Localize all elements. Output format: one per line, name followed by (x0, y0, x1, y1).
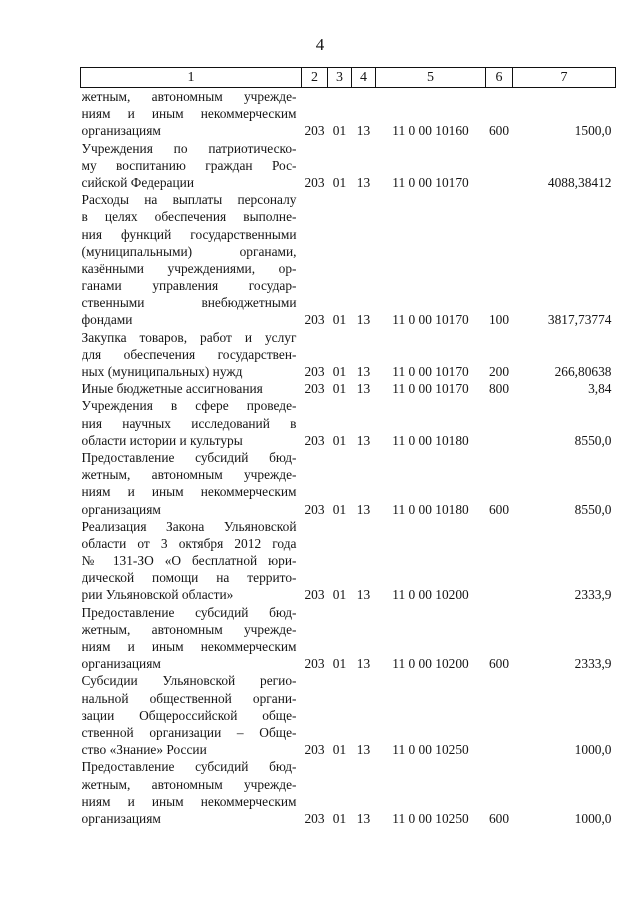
description-line: ственной организации – Обще- (81, 724, 297, 740)
section-code: 01 (332, 656, 347, 672)
subsection-code: 13 (356, 656, 371, 672)
admin-code: 203 (304, 656, 325, 672)
amount: 2333,9 (574, 656, 612, 672)
amount: 4088,38412 (547, 174, 612, 190)
row-description (81, 329, 302, 381)
admin-code: 203 (304, 501, 325, 517)
description-line: ство «Знание» России (81, 742, 207, 758)
description-line: Предоставление субсидий бюд- (81, 604, 297, 620)
table-row (81, 604, 616, 673)
description-line: организациям (81, 810, 161, 826)
row-description (81, 88, 302, 140)
description-line: Учреждения в сфере проведе- (81, 398, 297, 414)
description-line: области истории и культуры (81, 432, 243, 448)
target-article-code: 11 0 00 10160 (392, 123, 469, 139)
admin-code: 203 (304, 742, 325, 758)
section-code: 01 (332, 810, 347, 826)
header-col-3: 3 (328, 68, 352, 88)
target-article-code: 11 0 00 10170 (392, 363, 469, 379)
amount: 8550,0 (574, 501, 612, 517)
row-description (81, 140, 302, 192)
expense-type-code: 600 (488, 656, 510, 672)
amount: 1000,0 (574, 810, 612, 826)
header-col-6: 6 (486, 68, 513, 88)
target-article-code: 11 0 00 10170 (392, 312, 469, 328)
description-line: Субсидии Ульяновской регио- (81, 673, 297, 689)
description-line: му воспитанию граждан Рос- (81, 157, 297, 173)
section-code: 01 (332, 381, 347, 397)
expense-type-code: 600 (488, 501, 510, 517)
row-description (81, 397, 302, 449)
target-article-code: 11 0 00 10250 (392, 810, 469, 826)
table-row (81, 191, 616, 329)
expense-type-code (486, 140, 513, 192)
expense-type-code: 200 (488, 363, 510, 379)
description-line: ниям и иным некоммерческим (81, 484, 297, 500)
subsection-code: 13 (356, 363, 371, 379)
admin-code: 203 (304, 432, 325, 448)
section-code: 01 (332, 363, 347, 379)
header-col-1: 1 (81, 68, 302, 88)
amount: 2333,9 (574, 587, 612, 603)
page-number: 4 (315, 35, 325, 54)
expense-type-code (486, 672, 513, 758)
description-line: нальной общественной органи- (81, 690, 297, 706)
row-description (81, 191, 302, 329)
subsection-code: 13 (356, 312, 371, 328)
section-code: 01 (332, 742, 347, 758)
section-code: 01 (332, 312, 347, 328)
description-line: Учреждения по патриотическо- (81, 140, 297, 156)
amount: 266,80638 (554, 363, 612, 379)
expense-type-code (486, 397, 513, 449)
subsection-code: 13 (356, 123, 371, 139)
description-line: ниям и иным некоммерческим (81, 106, 297, 122)
expense-type-code: 800 (488, 381, 510, 397)
admin-code: 203 (304, 381, 325, 397)
amount: 8550,0 (574, 432, 612, 448)
description-line: рии Ульяновской области» (81, 587, 234, 603)
description-line: (муниципальными) органами, (81, 243, 297, 259)
description-line: Расходы на выплаты персоналу (81, 192, 297, 208)
description-line: ниям и иным некоммерческим (81, 793, 297, 809)
table-row (81, 140, 616, 192)
row-description (81, 604, 302, 673)
table-header-row (81, 68, 616, 88)
target-article-code: 11 0 00 10200 (392, 587, 469, 603)
table-row (81, 672, 616, 758)
subsection-code: 13 (356, 810, 371, 826)
expense-type-code: 600 (488, 810, 510, 826)
section-code: 01 (332, 174, 347, 190)
target-article-code: 11 0 00 10200 (392, 656, 469, 672)
admin-code: 203 (304, 123, 325, 139)
header-col-2: 2 (302, 68, 328, 88)
target-article-code: 11 0 00 10250 (392, 742, 469, 758)
admin-code: 203 (304, 810, 325, 826)
expense-type-code (486, 518, 513, 604)
amount: 1000,0 (574, 742, 612, 758)
amount: 3817,73774 (547, 312, 612, 328)
description-line: жетным, автономным учрежде- (81, 776, 297, 792)
table-row (81, 380, 616, 397)
subsection-code: 13 (356, 381, 371, 397)
target-article-code: 11 0 00 10170 (392, 174, 469, 190)
description-line: зации Общероссийской обще- (81, 707, 297, 723)
description-line: ниям и иным некоммерческим (81, 639, 297, 655)
description-line: жетным, автономным учрежде- (81, 89, 297, 104)
description-line: организациям (81, 656, 161, 672)
description-line: ганами управления государ- (81, 278, 297, 294)
target-article-code: 11 0 00 10180 (392, 432, 469, 448)
row-description (81, 518, 302, 604)
description-line: для обеспечения государствен- (81, 346, 297, 362)
target-article-code: 11 0 00 10170 (392, 381, 469, 397)
table-row (81, 449, 616, 518)
description-line: Реализация Закона Ульяновской (81, 518, 297, 534)
admin-code: 203 (304, 174, 325, 190)
description-line: казёнными учреждениями, ор- (81, 260, 297, 276)
header-col-4: 4 (352, 68, 376, 88)
subsection-code: 13 (356, 742, 371, 758)
description-line: организациям (81, 501, 161, 517)
row-description (81, 449, 302, 518)
admin-code: 203 (304, 587, 325, 603)
row-description (81, 758, 302, 827)
header-col-7: 7 (513, 68, 616, 88)
description-line: дической помощи на террито- (81, 570, 297, 586)
table-row (81, 88, 616, 140)
subsection-code: 13 (356, 174, 371, 190)
expense-type-code: 600 (488, 123, 510, 139)
row-description (81, 380, 302, 397)
row-description (81, 672, 302, 758)
admin-code: 203 (304, 363, 325, 379)
description-line: сийской Федерации (81, 174, 194, 190)
target-article-code: 11 0 00 10180 (392, 501, 469, 517)
section-code: 01 (332, 123, 347, 139)
section-code: 01 (332, 432, 347, 448)
description-line: жетным, автономным учрежде- (81, 621, 297, 637)
subsection-code: 13 (356, 587, 371, 603)
admin-code: 203 (304, 312, 325, 328)
expense-type-code: 100 (488, 312, 510, 328)
description-line: Закупка товаров, работ и услуг (81, 329, 297, 345)
section-code: 01 (332, 501, 347, 517)
description-line: ственными внебюджетными (81, 295, 297, 311)
description-line: Предоставление субсидий бюд- (81, 759, 297, 775)
description-line: организациям (81, 123, 161, 139)
description-line: Предоставление субсидий бюд- (81, 449, 297, 465)
table-row (81, 518, 616, 604)
table-row (81, 758, 616, 827)
amount: 3,84 (588, 381, 612, 397)
budget-table (80, 67, 616, 827)
description-line: ных (муниципальных) нужд (81, 364, 243, 379)
header-col-5: 5 (376, 68, 486, 88)
description-line: Иные бюджетные ассигнования (81, 381, 263, 397)
section-code: 01 (332, 587, 347, 603)
description-line: ния научных исследований в (81, 415, 297, 431)
description-line: ния функций государственными (81, 226, 297, 242)
description-line: в целях обеспечения выполне- (81, 209, 297, 225)
subsection-code: 13 (356, 432, 371, 448)
table-row (81, 329, 616, 381)
description-line: жетным, автономным учрежде- (81, 467, 297, 483)
description-line: фондами (81, 312, 133, 328)
table-body (81, 88, 616, 828)
amount: 1500,0 (574, 123, 612, 139)
subsection-code: 13 (356, 501, 371, 517)
table-row (81, 397, 616, 449)
description-line: № 131-ЗО «О бесплатной юри- (81, 553, 297, 569)
description-line: области от 3 октября 2012 года (81, 535, 297, 551)
